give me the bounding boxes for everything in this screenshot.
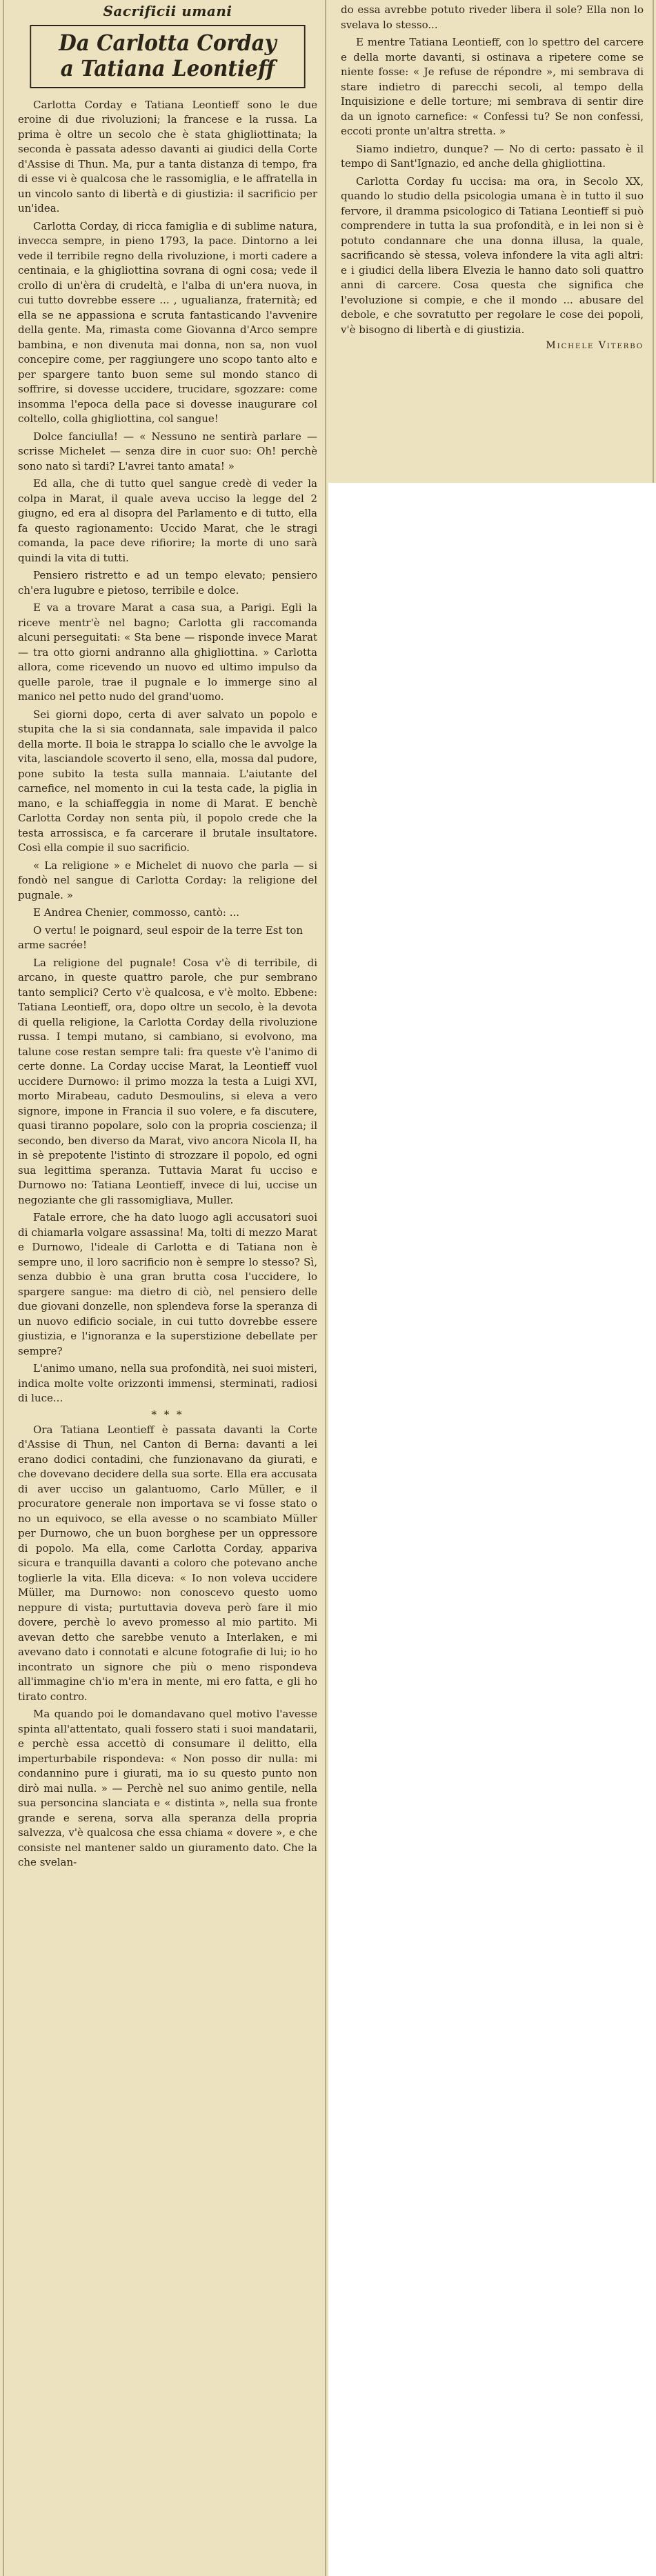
paragraph: E va a trovare Marat a casa sua, a Parigi. Egli la riceve mentr'è nel bagno; Carlotta gli raccomanda alcuni perseguitati: « Sta bene — risponde invece Marat — tra otto giorni andranno alla ghigliottina. » Carlotta allora, come ricevendo un nuovo ed ultimo impulso da quelle parole, trae il pugnale e lo immerge sino al manico nel petto nudo del grand'uomo. (18, 601, 317, 703)
section-title: Sacrificii umani (103, 3, 232, 19)
paragraph: Ed alla, che di tutto quel sangue credè di veder la colpa in Marat, il quale aveva ucciso la legge del 2 giugno, ed era al disopra del Parlamento e di tutto, ella fa questo ragionamento: Uccido Marat, che le stragi comanda, la pace deve rifiorire; la morte di uno sarà quindi la vita di tutti. (18, 477, 317, 564)
paragraph: Dolce fanciulla! — « Nessuno ne sentirà parlare — scrisse Michelet — senza dire in cuor suo: Oh! perchè sono nato sì tardi? L'avrei tanto amata! » (18, 430, 317, 472)
paragraph: « La religione » e Michelet di nuovo che parla — si fondò nel sangue di Carlotta Corday: la religione del pugnale. » (18, 859, 317, 901)
column-rule-right (653, 0, 654, 483)
column-rule-right (325, 0, 326, 2576)
section-separator: * * * (151, 1408, 184, 1421)
paragraph: Carlotta Corday fu uccisa: ma ora, in Secolo XX, quando lo studio della psicologia umana è in tutto il suo fervore, il dramma psicologico di Tatiana Leontieff si può comprendere in tutta la sua profondità, e in lei non si è potuto condannare che una donna illusa, la quale, sacrificando sè stessa, voleva infondere la vita agli altri: e i giudici della libera Elvezia le hanno dato soli quattro anni di carcere. Cosa questa che significa che l'evoluzione si compie, e che il mondo ... abusare del debole, e che sovratutto per regolare le cose dei popoli, v'è bisogno di libertà e di giustizia. (341, 174, 644, 336)
paragraph: Sei giorni dopo, certa di aver salvato un popolo e stupita che la si sia condannata, sale impavida il palco della morte. Il boia le strappa lo sciallo che le avvolge la vita, lasciandole scoverto il seno, ella, mossa dal pudore, pone subito la testa sulla mannaia. L'aiutante del carnefice, nel momento in cui la testa cade, la piglia in mano, e la schiaffeggia in nome di Marat. E benchè Carlotta Corday non senta più, il popolo crede che la testa arrossisca, e fa carcerare il brutale insultatore. Così ella compie il suo sacrificio. (18, 708, 317, 855)
paragraph: L'animo umano, nella sua profondità, nei suoi misteri, indica molte volte orizzonti immensi, sterminati, radiosi di luce... (18, 1362, 317, 1405)
column-rule-left (3, 0, 4, 2576)
paragraph: Carlotta Corday, di ricca famiglia e di sublime natura, invecca sempre, in pieno 1793, la pace. Dintorno a lei vede il terribile regno della rivoluzione, i morti cadere a centinaia, e la ghigliottina sovrana di ogni cosa; vede il crollo di un'èra di crudeltà, e l'alba di un'era nuova, in cui tutto dovrebbe essere ... , ugualianza, fraternità; ed ella se ne appassiona e scruta fantasticando l'avvenire della gente. Ma, rimasta come Giovanna d'Arco sempre bambina, e non divenuta mai donna, non sa, non vuol concepire come, per raggiungere uno scopo tanto alto e per spargere tanto buon seme sul mondo stanco di soffrire, si dovesse uccidere, trucidare, sgozzare: come insomma l'epoca della pace si dovesse inaugurare col coltello, colla ghigliottina, col sangue! (18, 219, 317, 426)
headline-line-2: a Tatiana Leontieff (60, 54, 275, 81)
verse-quote: O vertu! le poignard, seul espoir de la terre Est ton arme sacrée! (18, 923, 304, 952)
right-column (328, 0, 656, 483)
paragraph: Carlotta Corday e Tatiana Leontieff sono le due eroine di due rivoluzioni; la francese e la russa. La prima è oltre un secolo che è stata ghigliottinata; la seconda è passata adesso davanti ai giudici della Corte d'Assise di Thun. Ma, pur a tanta distanza di tempo, fra di esse vi è qualcosa che le rassomiglia, e le affratella in un vincolo santo di libertà e di giustizia: il sacrificio per un'idea. (18, 98, 317, 215)
left-column-text (18, 3, 317, 1873)
headline-line-1: Da Carlotta Corday (59, 30, 277, 56)
author-signature: Michele Viterbo (546, 340, 644, 351)
headline-box (30, 25, 305, 88)
right-column-text (341, 3, 644, 351)
paragraph: E Andrea Chenier, commosso, cantò: ... (33, 906, 240, 919)
paragraph: Ma quando poi le domandavano quel motivo l'avesse spinta all'attentato, quali fossero stati i suoi mandatarii, e perchè essa accettò di consumare il delitto, ella imperturbabile rispondeva: « Non posso dir nulla: mi condannino pure i giurati, ma io su questo punto non dirò mai nulla. » — Perchè nel suo animo gentile, nella sua personcina slanciata e « distinta », nella sua fronte grande e serena, sorva alla speranza della propria salvezza, v'è qualcosa che essa chiama « dovere », e che consiste nel mantener saldo un giuramento dato. Che la che svelan- (18, 1708, 317, 1869)
paragraph: E mentre Tatiana Leontieff, con lo spettro del carcere e della morte davanti, si ostinava a ripetere come se niente fosse: « Je refuse de répondre », mi sembrava di stare indietro di parecchi secoli, al tempo della Inquisizione e delle torture; mi sembrava di sentir dire da un ignoto carnefice: « Confessi tu? Se non confessi, eccoti pronte un'altra stretta. » (341, 36, 644, 137)
paragraph: do essa avrebbe potuto riveder libera il sole? Ella non lo svelava lo stesso... (341, 3, 644, 31)
paragraph: Siamo indietro, dunque? — No di certo: passato è il tempo di Sant'Ignazio, ed anche della ghigliottina. (341, 142, 644, 170)
paragraph: Pensiero ristretto e ad un tempo elevato; pensiero ch'era lugubre e pietoso, terribile e dolce. (18, 569, 317, 597)
paragraph: Ora Tatiana Leontieff è passata davanti la Corte d'Assise di Thun, nel Canton di Berna: davanti a lei erano dodici contadini, che funzionavano da giurati, e che dovevano decidere della sua sorte. Ella era accusata di aver ucciso un galantuomo, Carlo Müller, e il procuratore generale non importava se vi fosse stato o no un equivoco, se ella avesse o no scambiato Müller per Durnowo, che un buon borghese per un oppressore di popolo. Ma ella, come Carlotta Corday, appariva sicura e tranquilla davanti a coloro che potevano anche toglierle la vita. Ella diceva: « Io non voleva uccidere Müller, ma Durnowo: non conoscevo questo uomo neppure di vista; purtuttavia doveva però fare il mio dovere, perchè lo avevo promesso al mio partito. Mi avevan detto che sarebbe venuto a Interlaken, e mi avevano dato i connotati e alcune fotografie di lui; io ho incontrato un signore che più o meno rispondeva all'immagine ch'io m'era in mente, mi ero fatta, e gli ho tirato contro. (18, 1423, 317, 1703)
paragraph: La religione del pugnale! Cosa v'è di terribile, di arcano, in queste quattro parole, che pur sembrano tanto semplici? Certo v'è qualcosa, e v'è molto. Ebbene: Tatiana Leontieff, ora, dopo oltre un secolo, è la devota di quella religione, la Carlotta Corday della rivoluzione russa. I tempi mutano, si cambiano, si evolvono, ma talune cose restan sempre tali: fra queste v'è l'animo di certe donne. La Corday uccise Marat, la Leontieff vuol uccidere Durnowo: il primo mozza la testa a Luigi XVI, morto Mirabeau, caduto Desmoulins, si eleva a vero signore, impone in Francia il suo volere, e fa discutere, quasi tiranno popolare, solo con la propria coscienza; il secondo, ben diverso da Marat, vivo ancora Nicola II, ha in sè prepotente l'istinto di strozzare il popolo, ed ogni sua legittima speranza. Tuttavia Marat fu ucciso e Durnowo no: Tatiana Leontieff, invece di lui, uccise un negoziante che gli rassomigliava, Muller. (18, 956, 317, 1206)
paragraph: Fatale errore, che ha dato luogo agli accusatori suoi di chiamarla volgare assassina! Ma, tolti di mezzo Marat e Durnowo, l'ideale di Carlotta e di Tatiana non è sempre uno, il loro sacrificio non è sempre lo stesso? Sì, senza dubbio è una gran brutta cosa l'uccidere, lo spargere sangue: ma dietro di ciò, nel pensiero delle due giovani donzelle, non splendeva forse la speranza di un nuovo edificio sociale, in cui tutto dovrebbe essere giustizia, e l'ignoranza e la superstizione debellate per sempre? (18, 1211, 317, 1357)
